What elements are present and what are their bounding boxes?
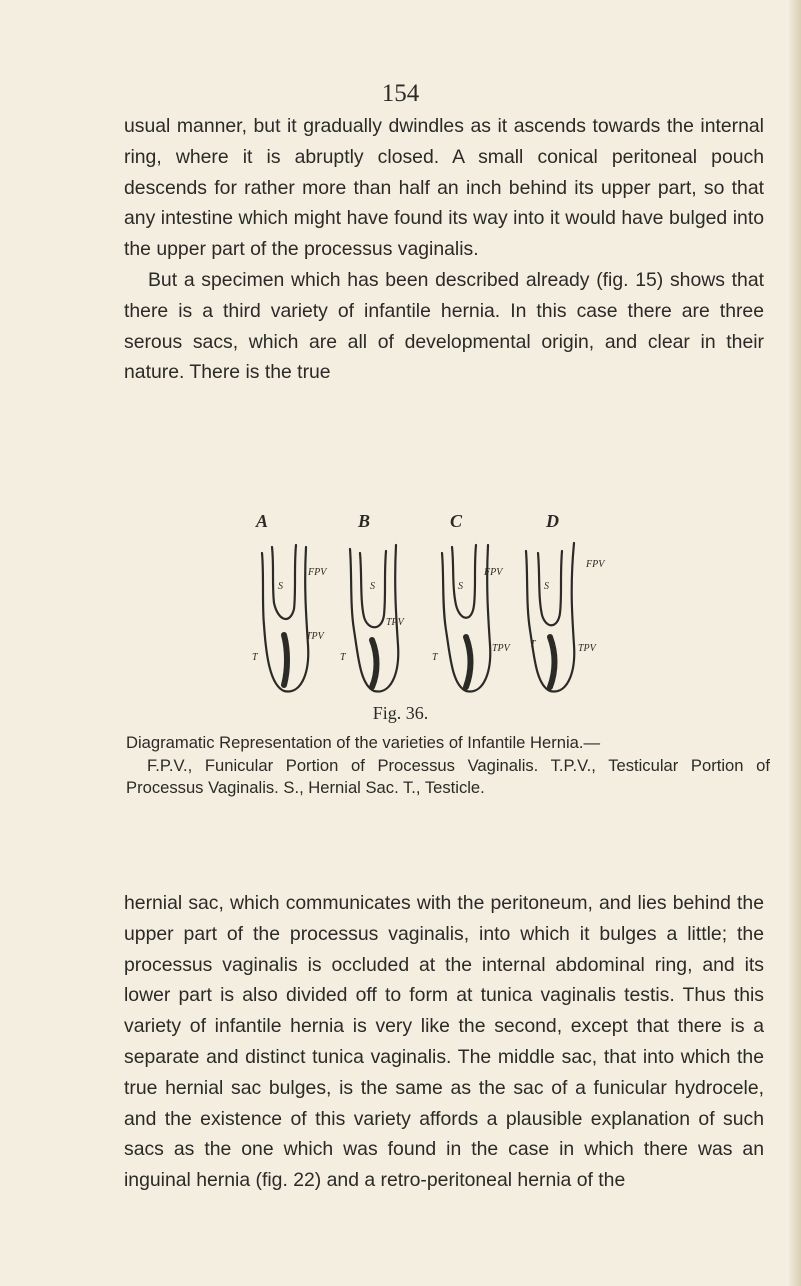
diagram-d-s-label: S bbox=[544, 581, 549, 592]
diagram-a-t-label: T bbox=[252, 652, 258, 663]
diagram-c-outline bbox=[442, 545, 490, 692]
diagram-c-upper-label: FPV bbox=[484, 567, 503, 578]
diagram-d-outline bbox=[526, 543, 574, 692]
figure-label: Fig. 36. bbox=[372, 703, 429, 723]
top-text-block bbox=[124, 111, 764, 388]
page-edge-shadow bbox=[789, 0, 801, 1286]
hernia-diagram bbox=[248, 505, 628, 695]
diagram-d-lower-label: TPV bbox=[578, 643, 596, 654]
diagram-a-outline bbox=[262, 545, 308, 692]
diagram-c-t-label: T bbox=[432, 652, 438, 663]
diagram-a-lower-label: TPV bbox=[306, 631, 324, 642]
diagram-d-letter: D bbox=[546, 511, 559, 531]
figure-36 bbox=[248, 505, 628, 695]
diagram-b-t-label: T bbox=[340, 652, 346, 663]
diagram-b-letter: B bbox=[358, 511, 371, 531]
caption-first-line: Diagramatic Representation of the varieties of Infantile Hernia.— bbox=[126, 733, 601, 752]
figure-caption bbox=[126, 732, 770, 800]
page-number: 154 bbox=[381, 80, 420, 107]
diagram-d-t-label: T bbox=[530, 639, 536, 650]
paragraph-third-variety: But a specimen which has been described already (fig. 15) shows that there is a third variety of infantile hernia. In this case there are three serous sacs, which are all of developmental origin, and clear in their nature. There is the true bbox=[124, 268, 764, 384]
diagram-b-lower-label: TPV bbox=[386, 617, 404, 628]
diagram-c-letter: C bbox=[450, 511, 463, 531]
diagram-d-upper-label: FPV bbox=[586, 559, 605, 570]
paragraph-continuation: usual manner, but it gradually dwindles as it ascends towards the internal ring, where it is abruptly closed. A small conical peritoneal pouch descends for rather more than half an inch behind its upper part, so that any intestine which might have found its way into it would have bulged into the upper part of the processus vaginalis. bbox=[124, 115, 764, 261]
paragraph-bottom: hernial sac, which communicates with the peritoneum, and lies behind the upper part of the processus vaginalis, into which it bulges a little; the processus vaginalis is occluded at the internal abdominal ring, and its lower part is also divided off to form at tunica vaginalis testis. Thus this variety of infantile hernia is very like the second, except that there is a separate and distinct tunica vaginalis. The middle sac, that into which the true hernial sac bulges, is the same as the sac of a funicular hydrocele, and the existence of this variety affords a plausible explanation of such sacs as the one which was found in the case in which there was an inguinal hernia (fig. 22) and a retro-peritoneal hernia of the bbox=[124, 892, 764, 1192]
diagram-c-lower-label: TPV bbox=[492, 643, 510, 654]
diagram-b-s-label: S bbox=[370, 581, 375, 592]
caption-legend: F.P.V., Funicular Portion of Processus Vaginalis. T.P.V., Testicular Portion of Processus Vaginalis. S., Hernial Sac. T., Testicle. bbox=[126, 755, 770, 798]
diagram-a-s-label: S bbox=[278, 581, 283, 592]
diagram-c-s-label: S bbox=[458, 581, 463, 592]
diagram-a-letter: A bbox=[256, 511, 269, 531]
diagram-a-upper-label: FPV bbox=[308, 567, 327, 578]
